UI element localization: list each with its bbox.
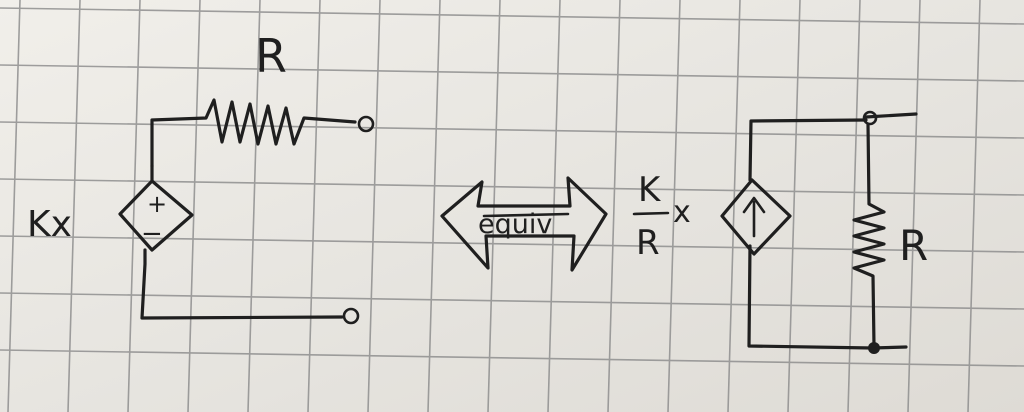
equivalence-label: equiv [478, 209, 553, 240]
source-minus-sign: − [141, 219, 163, 249]
gain-numerator: K [638, 170, 661, 210]
gain-denominator: R [636, 223, 660, 263]
left-source-label: Kx [27, 204, 72, 245]
gain-variable: x [673, 195, 691, 230]
left-resistor-label: R [255, 29, 287, 83]
right-resistor-label: R [899, 221, 929, 270]
source-plus-sign: + [147, 190, 168, 218]
gain-fraction-bar [634, 213, 668, 214]
